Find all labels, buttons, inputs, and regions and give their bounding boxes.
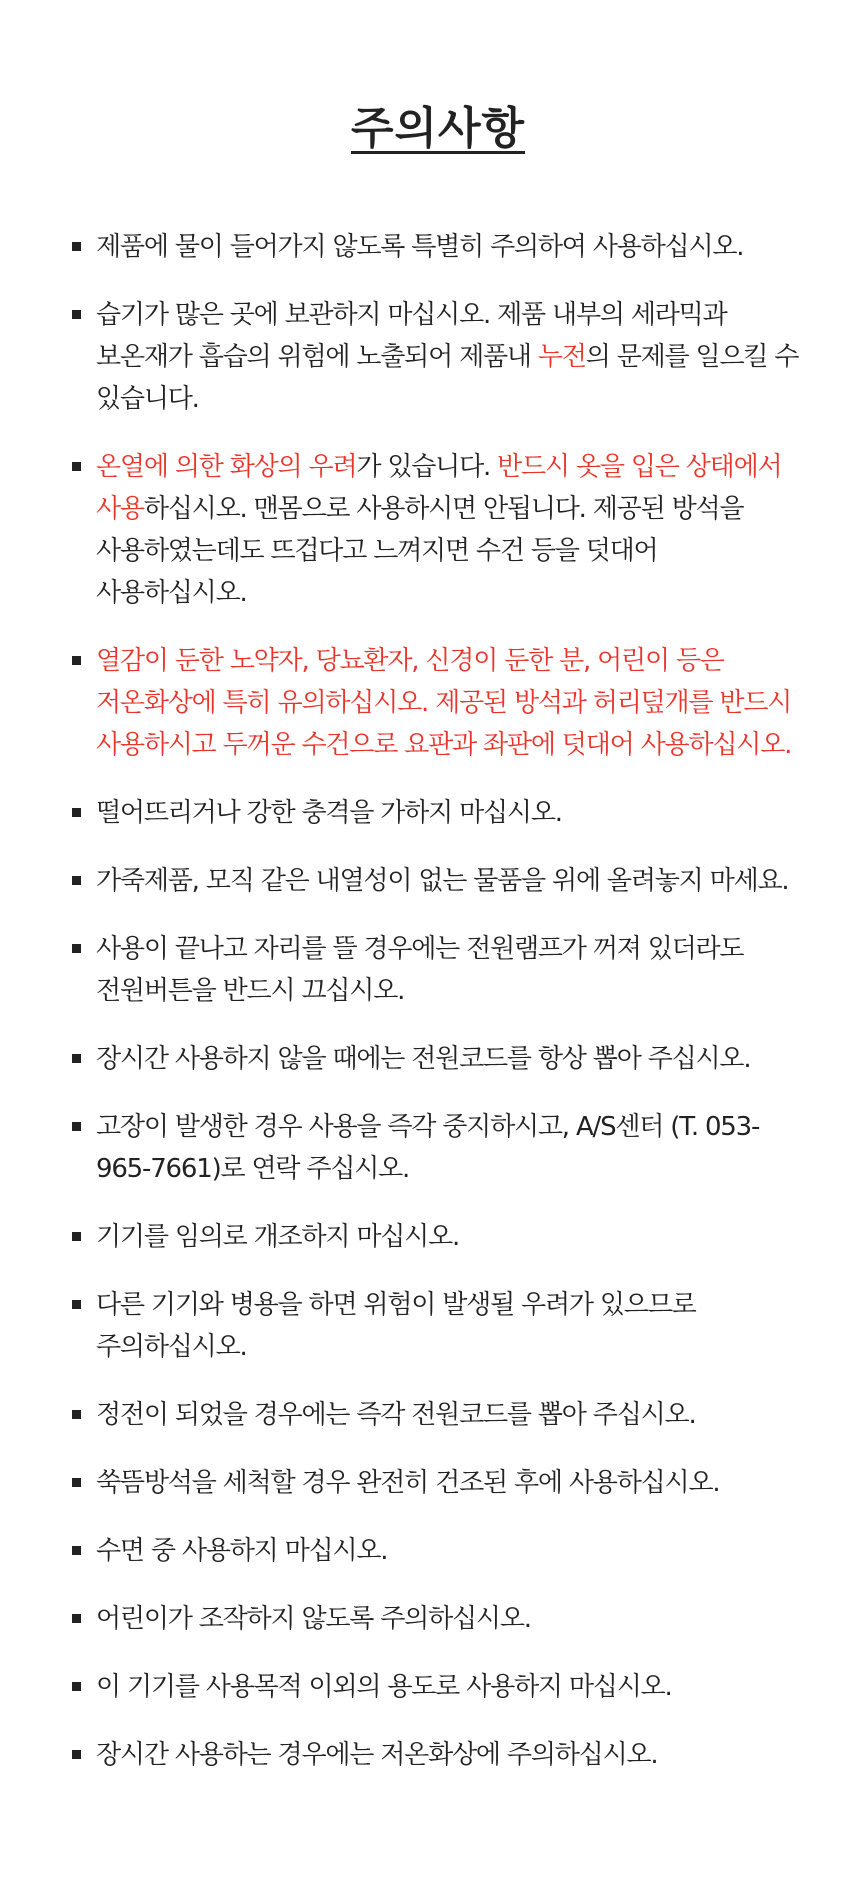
caution-text: 이 기기를 사용목적 이외의 용도로 사용하지 마십시오. [96,1672,672,1702]
square-bullet-icon [72,808,81,817]
square-bullet-icon [72,1546,81,1555]
square-bullet-icon [72,462,81,471]
caution-text: 습기가 많은 곳에 보관하지 마십시오. 제품 내부의 세라믹과 보온재가 흡습의 위험에 노출되어 제품내 [96,300,727,372]
caution-item [72,1734,804,1776]
caution-text: 제품에 물이 들어가지 않도록 특별히 주의하여 사용하십시오. [96,232,744,262]
caution-text: 어린이가 조작하지 않도록 주의하십시오. [96,1604,531,1634]
caution-text: 장시간 사용하지 않을 때에는 전원코드를 항상 뽑아 주십시오. [96,1044,751,1074]
caution-text: 수면 중 사용하지 마십시오. [96,1536,388,1566]
caution-text: 의 문제를 일으킬 수 있습니다. [96,342,799,414]
caution-text: 가죽제품, 모직 같은 내열성이 없는 물품을 위에 올려놓지 마세요. [96,866,789,896]
caution-text: 정전이 되었을 경우에는 즉각 전원코드를 뽑아 주십시오. [96,1400,696,1430]
square-bullet-icon [72,656,81,665]
caution-emphasis-text: 누전 [537,342,586,372]
square-bullet-icon [72,1054,81,1063]
caution-text: 떨어뜨리거나 강한 충격을 가하지 마십시오. [96,798,562,828]
caution-item [72,1106,804,1190]
caution-emphasis-text: 온열에 의한 화상의 우려 [96,452,357,482]
square-bullet-icon [72,1682,81,1691]
caution-item [72,1666,804,1708]
caution-text: 장시간 사용하는 경우에는 저온화상에 주의하십시오. [96,1740,658,1770]
square-bullet-icon [72,1410,81,1419]
square-bullet-icon [72,944,81,953]
caution-emphasis-text: 반드시 옷을 입은 상태에서 사용 [96,452,782,524]
caution-text: 사용이 끝나고 자리를 뜰 경우에는 전원램프가 꺼져 있더라도 전원버튼을 반드시 끄십시오. [96,934,744,1006]
caution-item [72,860,804,902]
caution-item [72,1216,804,1258]
caution-item [72,1394,804,1436]
square-bullet-icon [72,1478,81,1487]
caution-text: 가 있습니다. [356,452,498,482]
square-bullet-icon [72,1300,81,1309]
caution-item [72,928,804,1012]
caution-text: 고장이 발생한 경우 사용을 즉각 중지하시고, A/S센터 (T. 053-965-7661)로 연락 주십시오. [96,1112,760,1184]
square-bullet-icon [72,242,81,251]
caution-text: 기기를 임의로 개조하지 마십시오. [96,1222,460,1252]
caution-text: 다른 기기와 병용을 하면 위험이 발생될 우려가 있으므로 주의하십시오. [96,1290,696,1362]
caution-item [72,1598,804,1640]
caution-item [72,446,804,614]
square-bullet-icon [72,1750,81,1759]
caution-item [72,1462,804,1504]
caution-item [72,640,804,766]
square-bullet-icon [72,876,81,885]
caution-list [72,226,804,1776]
caution-text: 쑥뜸방석을 세척할 경우 완전히 건조된 후에 사용하십시오. [96,1468,720,1498]
square-bullet-icon [72,1232,81,1241]
caution-item [72,792,804,834]
caution-item [72,1038,804,1080]
page-title: 주의사항 [350,103,525,154]
square-bullet-icon [72,1122,81,1131]
square-bullet-icon [72,1614,81,1623]
caution-item [72,226,804,268]
caution-text: 하십시오. 맨몸으로 사용하시면 안됩니다. 제공된 방석을 사용하였는데도 뜨겁다고 느껴지면 수건 등을 덧대어 사용하십시오. [96,494,744,608]
caution-item [72,1284,804,1368]
caution-item [72,294,804,420]
square-bullet-icon [72,310,81,319]
caution-emphasis-text: 열감이 둔한 노약자, 당뇨환자, 신경이 둔한 분, 어린이 등은 저온화상에 특히 유의하십시오. 제공된 방석과 허리덮개를 반드시 사용하시고 두꺼운 수건으로 요판과 좌판에 덧대어 사용하십시오. [96,646,792,760]
caution-item [72,1530,804,1572]
